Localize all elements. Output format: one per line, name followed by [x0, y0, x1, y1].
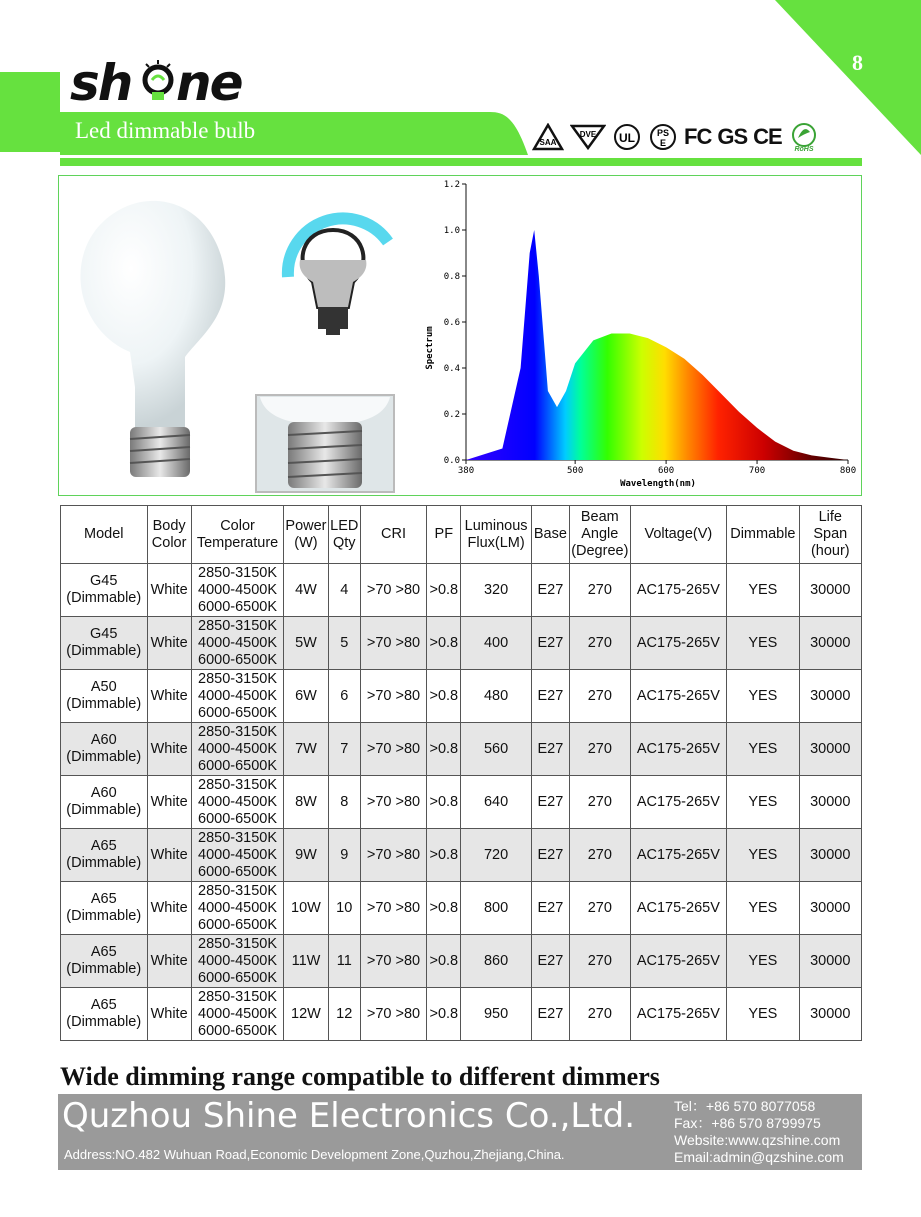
cell-life: 30000 [799, 776, 861, 829]
table-row [61, 670, 862, 723]
header-text: (W) [294, 534, 318, 551]
cell-cri: >70 >80 [360, 776, 426, 829]
column-header-base [531, 506, 569, 564]
model-name: G45 [90, 573, 118, 589]
x-tick-label: 500 [567, 466, 584, 476]
cell-beam: 270 [570, 882, 631, 935]
cell-beam: 270 [570, 564, 631, 617]
color-temperature-range: 2850-3150K [198, 829, 278, 846]
cell-body: White [147, 723, 191, 776]
cell-cri: >70 >80 [360, 882, 426, 935]
y-tick-label: 0.8 [443, 272, 460, 282]
color-temperature-range: 4000-4500K [198, 687, 278, 704]
cell-body: White [147, 617, 191, 670]
dimmable-note: (Dimmable) [66, 908, 142, 924]
cell-power: 9W [284, 829, 328, 882]
cell-ct [191, 617, 284, 670]
cell-ct [191, 935, 284, 988]
color-temperature-range: 2850-3150K [198, 670, 278, 687]
header-text: Dimmable [730, 526, 796, 542]
header-text: Angle [581, 526, 619, 542]
cell-ct [191, 776, 284, 829]
cell-model [61, 564, 148, 617]
dimmable-note: (Dimmable) [66, 802, 142, 818]
fc-icon: FC [684, 124, 712, 149]
table-row [61, 988, 862, 1041]
cell-pf: >0.8 [427, 776, 461, 829]
svg-text:ne: ne [176, 54, 242, 112]
cell-power: 10W [284, 882, 328, 935]
banner-title: Led dimmable bulb [75, 118, 256, 143]
cell-life: 30000 [799, 829, 861, 882]
header-text: Flux(LM) [467, 534, 525, 551]
color-temperature-range: 2850-3150K [198, 564, 278, 581]
model-name: G45 [90, 626, 118, 642]
header-text: Color [220, 517, 255, 534]
cell-pf: >0.8 [427, 988, 461, 1041]
ul-icon [612, 122, 642, 152]
svg-text:DVE: DVE [579, 130, 597, 139]
y-tick-label: 0.4 [443, 364, 460, 374]
dimmable-note: (Dimmable) [66, 643, 142, 659]
cell-dimmable: YES [727, 882, 799, 935]
column-header-flux [461, 506, 531, 564]
column-header-voltage [630, 506, 727, 564]
cell-cri: >70 >80 [360, 723, 426, 776]
cell-body: White [147, 564, 191, 617]
cell-dimmable: YES [727, 564, 799, 617]
cell-base: E27 [531, 988, 569, 1041]
cell-power: 4W [284, 564, 328, 617]
cell-base: E27 [531, 935, 569, 988]
page-number: 8 [852, 50, 863, 75]
table-header-row [61, 506, 862, 564]
header-text: Base [533, 526, 567, 542]
cell-model [61, 617, 148, 670]
column-header-beam [570, 506, 631, 564]
cell-life: 30000 [799, 670, 861, 723]
header-text: Power [285, 517, 327, 534]
left-tab [0, 72, 60, 152]
cell-power: 6W [284, 670, 328, 723]
cell-qty: 11 [328, 935, 360, 988]
company-name: Quzhou Shine Electronics Co.,Ltd. [62, 1096, 636, 1136]
column-header-qty [328, 506, 360, 564]
cell-voltage: AC175-265V [630, 617, 727, 670]
cell-body: White [147, 882, 191, 935]
cell-pf: >0.8 [427, 829, 461, 882]
tagline: Wide dimming range compatible to different dimmers [60, 1062, 660, 1091]
cell-pf: >0.8 [427, 882, 461, 935]
cell-voltage: AC175-265V [630, 723, 727, 776]
cell-model [61, 882, 148, 935]
cell-beam: 270 [570, 776, 631, 829]
cell-power: 5W [284, 617, 328, 670]
cell-ct [191, 829, 284, 882]
color-temperature-range: 4000-4500K [198, 581, 278, 598]
model-name: A60 [90, 732, 117, 748]
cell-base: E27 [531, 723, 569, 776]
pse-icon [648, 122, 678, 152]
color-temperature-range: 4000-4500K [198, 1005, 278, 1022]
brand-logo [70, 50, 270, 110]
header-text: Model [84, 526, 124, 542]
cell-flux: 720 [461, 829, 531, 882]
x-tick-label: 380 [457, 466, 475, 476]
contact-fax: Fax：+86 570 8799975 [674, 1115, 821, 1131]
header-text: PF [434, 526, 454, 542]
svg-text:SAA: SAA [539, 138, 557, 147]
bulb-product-image [60, 177, 420, 495]
cell-cri: >70 >80 [360, 988, 426, 1041]
cell-qty: 6 [328, 670, 360, 723]
color-temperature-range: 2850-3150K [198, 935, 278, 952]
cell-beam: 270 [570, 988, 631, 1041]
header-text: LED [330, 517, 359, 534]
cell-beam: 270 [570, 723, 631, 776]
color-temperature-range: 6000-6500K [198, 916, 278, 933]
column-header-model [61, 506, 148, 564]
header-text: Qty [332, 534, 356, 551]
cell-base: E27 [531, 617, 569, 670]
cell-qty: 8 [328, 776, 360, 829]
company-address: Address:NO.482 Wuhuan Road,Economic Development Zone,Quzhou,Zhejiang,China. [64, 1147, 565, 1162]
contact-email[interactable]: Email:admin@qzshine.com [674, 1149, 844, 1165]
spectrum-area [466, 230, 848, 460]
cell-dimmable: YES [727, 988, 799, 1041]
model-name: A65 [90, 997, 117, 1013]
cell-body: White [147, 988, 191, 1041]
cell-pf: >0.8 [427, 935, 461, 988]
cell-dimmable: YES [727, 829, 799, 882]
y-tick-label: 0.6 [443, 318, 460, 328]
cell-life: 30000 [799, 882, 861, 935]
cell-power: 12W [284, 988, 328, 1041]
cell-body: White [147, 935, 191, 988]
cell-ct [191, 723, 284, 776]
header-text: Life Span [813, 509, 848, 542]
cell-cri: >70 >80 [360, 564, 426, 617]
cell-qty: 10 [328, 882, 360, 935]
color-temperature-range: 2850-3150K [198, 723, 278, 740]
header-text: Body [152, 517, 186, 534]
ce-icon: CE [753, 124, 782, 149]
x-tick-label: 800 [839, 466, 857, 476]
cell-beam: 270 [570, 670, 631, 723]
vde-icon [570, 122, 606, 152]
cell-model [61, 776, 148, 829]
color-temperature-range: 6000-6500K [198, 757, 278, 774]
cell-qty: 5 [328, 617, 360, 670]
color-temperature-range: 4000-4500K [198, 793, 278, 810]
cell-dimmable: YES [727, 617, 799, 670]
column-header-dimmable [727, 506, 799, 564]
header-text: (Degree) [571, 543, 629, 559]
header-text: Voltage(V) [644, 526, 713, 542]
cell-life: 30000 [799, 988, 861, 1041]
color-temperature-range: 4000-4500K [198, 634, 278, 651]
dimmable-note: (Dimmable) [66, 961, 142, 977]
specification-table [60, 505, 862, 1041]
header-rule [60, 158, 862, 166]
cell-model [61, 935, 148, 988]
column-header-power [284, 506, 328, 564]
cell-life: 30000 [799, 617, 861, 670]
dimmable-note: (Dimmable) [66, 855, 142, 871]
cell-body: White [147, 829, 191, 882]
cell-flux: 320 [461, 564, 531, 617]
header-text: Color [151, 534, 187, 551]
cell-base: E27 [531, 776, 569, 829]
x-axis-label: Wavelength(nm) [620, 479, 696, 489]
cell-power: 11W [284, 935, 328, 988]
column-header-life [799, 506, 861, 564]
dimmable-note: (Dimmable) [66, 749, 142, 765]
color-temperature-range: 6000-6500K [198, 651, 278, 668]
cell-cri: >70 >80 [360, 617, 426, 670]
model-name: A60 [90, 785, 117, 801]
cell-flux: 950 [461, 988, 531, 1041]
cell-beam: 270 [570, 935, 631, 988]
table-row [61, 882, 862, 935]
header-text: CRI [381, 526, 406, 542]
cell-model [61, 723, 148, 776]
table-row [61, 829, 862, 882]
table-row [61, 617, 862, 670]
color-temperature-range: 2850-3150K [198, 988, 278, 1005]
table-row [61, 723, 862, 776]
cell-flux: 400 [461, 617, 531, 670]
y-tick-label: 1.0 [443, 226, 460, 236]
header-text: Luminous [464, 517, 528, 534]
svg-text:sh: sh [70, 54, 132, 112]
cell-life: 30000 [799, 564, 861, 617]
x-tick-label: 600 [657, 466, 675, 476]
color-temperature-range: 2850-3150K [198, 882, 278, 899]
cell-qty: 4 [328, 564, 360, 617]
cell-pf: >0.8 [427, 670, 461, 723]
color-temperature-range: 4000-4500K [198, 952, 278, 969]
cell-base: E27 [531, 564, 569, 617]
cell-qty: 12 [328, 988, 360, 1041]
cell-voltage: AC175-265V [630, 988, 727, 1041]
cell-flux: 800 [461, 882, 531, 935]
y-tick-label: 1.2 [443, 180, 460, 190]
cell-dimmable: YES [727, 776, 799, 829]
cell-dimmable: YES [727, 670, 799, 723]
dimmable-note: (Dimmable) [66, 696, 142, 712]
x-tick-label: 700 [748, 466, 766, 476]
table-row [61, 564, 862, 617]
cell-voltage: AC175-265V [630, 776, 727, 829]
cell-pf: >0.8 [427, 564, 461, 617]
cell-cri: >70 >80 [360, 670, 426, 723]
cell-cri: >70 >80 [360, 829, 426, 882]
cell-flux: 640 [461, 776, 531, 829]
cell-beam: 270 [570, 829, 631, 882]
color-temperature-range: 6000-6500K [198, 969, 278, 986]
dimmable-note: (Dimmable) [66, 1014, 142, 1030]
cell-dimmable: YES [727, 935, 799, 988]
color-temperature-range: 6000-6500K [198, 704, 278, 721]
y-tick-label: 0.0 [443, 456, 460, 466]
cell-flux: 560 [461, 723, 531, 776]
header-text: Beam [580, 509, 619, 525]
header-text: (hour) [810, 543, 850, 559]
cell-flux: 860 [461, 935, 531, 988]
cell-base: E27 [531, 829, 569, 882]
cell-model [61, 670, 148, 723]
table-row [61, 776, 862, 829]
model-name: A65 [90, 838, 117, 854]
cell-flux: 480 [461, 670, 531, 723]
y-tick-label: 0.2 [443, 410, 460, 420]
color-temperature-range: 6000-6500K [198, 598, 278, 615]
cell-cri: >70 >80 [360, 935, 426, 988]
color-temperature-range: 2850-3150K [198, 776, 278, 793]
spectrum-chart [418, 178, 863, 494]
cell-ct [191, 882, 284, 935]
cell-voltage: AC175-265V [630, 829, 727, 882]
dimmable-note: (Dimmable) [66, 590, 142, 606]
y-axis-label: Spectrum [425, 326, 435, 370]
color-temperature-range: 2850-3150K [198, 617, 278, 634]
svg-text:PS: PS [656, 128, 670, 138]
dimmable-bulb-icon [288, 218, 388, 335]
column-header-body [147, 506, 191, 564]
model-name: A50 [90, 679, 117, 695]
cell-model [61, 988, 148, 1041]
color-temperature-range: 4000-4500K [198, 740, 278, 757]
cell-life: 30000 [799, 935, 861, 988]
cell-power: 8W [284, 776, 328, 829]
cell-voltage: AC175-265V [630, 564, 727, 617]
cell-body: White [147, 776, 191, 829]
cell-voltage: AC175-265V [630, 882, 727, 935]
color-temperature-range: 6000-6500K [198, 810, 278, 827]
cell-model [61, 829, 148, 882]
cell-dimmable: YES [727, 723, 799, 776]
model-name: A65 [90, 944, 117, 960]
cell-life: 30000 [799, 723, 861, 776]
cell-power: 7W [284, 723, 328, 776]
saa-icon [532, 122, 564, 152]
color-temperature-range: 4000-4500K [198, 899, 278, 916]
cell-body: White [147, 670, 191, 723]
svg-text:UL: UL [619, 131, 635, 145]
cell-voltage: AC175-265V [630, 670, 727, 723]
contact-website[interactable]: Website:www.qzshine.com [674, 1132, 841, 1148]
color-temperature-range: 4000-4500K [198, 846, 278, 863]
gs-icon: GS [717, 124, 748, 149]
color-temperature-range: 6000-6500K [198, 863, 278, 880]
contact-tel: Tel：+86 570 8077058 [674, 1098, 816, 1114]
column-header-cri [360, 506, 426, 564]
rohs-icon [788, 122, 820, 152]
svg-text:RoHS: RoHS [794, 146, 814, 152]
cell-pf: >0.8 [427, 617, 461, 670]
cell-ct [191, 564, 284, 617]
header-text: Temperature [196, 534, 279, 551]
color-temperature-range: 6000-6500K [198, 1022, 278, 1039]
cell-ct [191, 988, 284, 1041]
cell-qty: 9 [328, 829, 360, 882]
table-row [61, 935, 862, 988]
certification-marks [532, 122, 820, 152]
cell-voltage: AC175-265V [630, 935, 727, 988]
svg-text:E: E [659, 138, 667, 148]
column-header-ct [191, 506, 284, 564]
cell-pf: >0.8 [427, 723, 461, 776]
cell-beam: 270 [570, 617, 631, 670]
contact-info [674, 1098, 844, 1166]
cell-base: E27 [531, 882, 569, 935]
cell-ct [191, 670, 284, 723]
cell-base: E27 [531, 670, 569, 723]
cell-qty: 7 [328, 723, 360, 776]
column-header-pf [427, 506, 461, 564]
model-name: A65 [90, 891, 117, 907]
